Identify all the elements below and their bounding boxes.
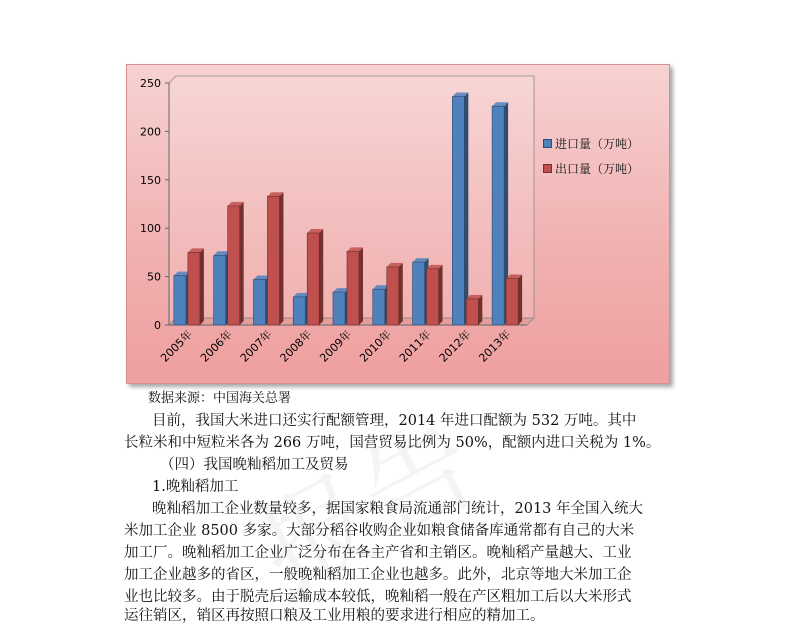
bar-import (333, 292, 345, 325)
bar-export (506, 279, 518, 325)
paragraph-2-line-1: 晚籼稻加工企业数量较多，据国家粮食局流通部门统计，2013 年全国入统大 (152, 501, 644, 517)
bar-side-export (478, 295, 482, 325)
legend-item-import (543, 135, 639, 152)
legend-label-export: 出口量（万吨） (555, 162, 640, 176)
legend-swatch-export (543, 164, 552, 173)
x-tick-label: 2012年 (436, 327, 474, 365)
x-tick-label: 2007年 (237, 327, 275, 365)
bar-import (214, 255, 226, 325)
bar-chart (126, 64, 670, 384)
bar-export (267, 196, 279, 325)
paragraph-1-line-1: 目前，我国大米进口还实行配额管理，2014 年进口配额为 532 万吨。其中 (152, 413, 637, 429)
x-tick-label: 2011年 (396, 327, 434, 365)
bar-side-export (279, 192, 283, 325)
bar-export (188, 252, 200, 325)
bar-side-export (399, 263, 403, 325)
y-tick-label: 100 (140, 222, 161, 236)
bar-export (427, 269, 439, 325)
x-tick-label: 2009年 (317, 327, 355, 365)
legend-item-export (543, 160, 639, 177)
x-tick-label: 2008年 (277, 327, 315, 365)
bar-side-export (240, 202, 244, 325)
chart-source: 数据来源：中国海关总署 (148, 391, 292, 406)
bar-export (307, 233, 319, 325)
bar-side-export (359, 247, 363, 325)
bar-import (452, 97, 464, 325)
bar-import (174, 276, 186, 325)
y-tick-label: 200 (140, 125, 161, 139)
chart-plot (127, 65, 669, 383)
bar-export (228, 206, 240, 325)
y-tick-label: 250 (140, 77, 161, 90)
legend-swatch-import (543, 139, 552, 148)
bar-import (373, 289, 385, 325)
paragraph-2-line-4: 加工企业越多的省区，一般晚籼稻加工企业也越多。此外，北京等地大米加工企 (124, 567, 632, 583)
paragraph-2-line-2: 米加工企业 8500 多家。大部分稻谷收购企业如粮食储备库通常都有自己的大米 (124, 523, 635, 539)
bar-export (347, 251, 359, 325)
bar-side-import (464, 93, 468, 325)
bar-side-export (518, 275, 522, 325)
x-tick-label: 2010年 (357, 327, 394, 365)
section-heading: （四）我国晚籼稻加工及贸易 (160, 457, 349, 473)
bar-side-export (319, 229, 323, 325)
y-tick-label: 50 (147, 270, 161, 284)
bar-import (293, 297, 305, 325)
x-tick-label: 2005年 (158, 327, 196, 365)
bar-export (466, 299, 478, 325)
paragraph-1-line-2: 长粒米和中短粒米各为 266 万吨，国营贸易比例为 50%，配额内进口关税为 1%。 (124, 435, 661, 451)
bar-import (413, 262, 425, 325)
paragraph-2-line-3: 加工厂。晚籼稻加工企业广泛分布在各主产省和主销区。晚籼稻产量越大、工业 (124, 545, 632, 561)
legend-label-import: 进口量（万吨） (555, 137, 640, 151)
bar-import (492, 106, 504, 325)
bar-import (253, 280, 265, 325)
x-tick-label: 2006年 (198, 327, 235, 365)
y-tick-label: 150 (140, 173, 161, 187)
paragraph-2-line-6: 运往销区，销区再按照口粮及工业用粮的要求进行相应的精加工。 (124, 608, 545, 624)
x-tick-label: 2013年 (476, 327, 514, 365)
bar-side-export (200, 248, 204, 325)
bar-side-export (439, 265, 443, 325)
subsection-heading: 1.晚籼稻加工 (152, 479, 239, 495)
bar-export (387, 267, 399, 325)
paragraph-2-line-5: 业也比较多。由于脱壳后运输成本较低，晚籼稻一般在产区粗加工后以大米形式 (124, 589, 632, 605)
y-tick-label: 0 (154, 319, 161, 332)
